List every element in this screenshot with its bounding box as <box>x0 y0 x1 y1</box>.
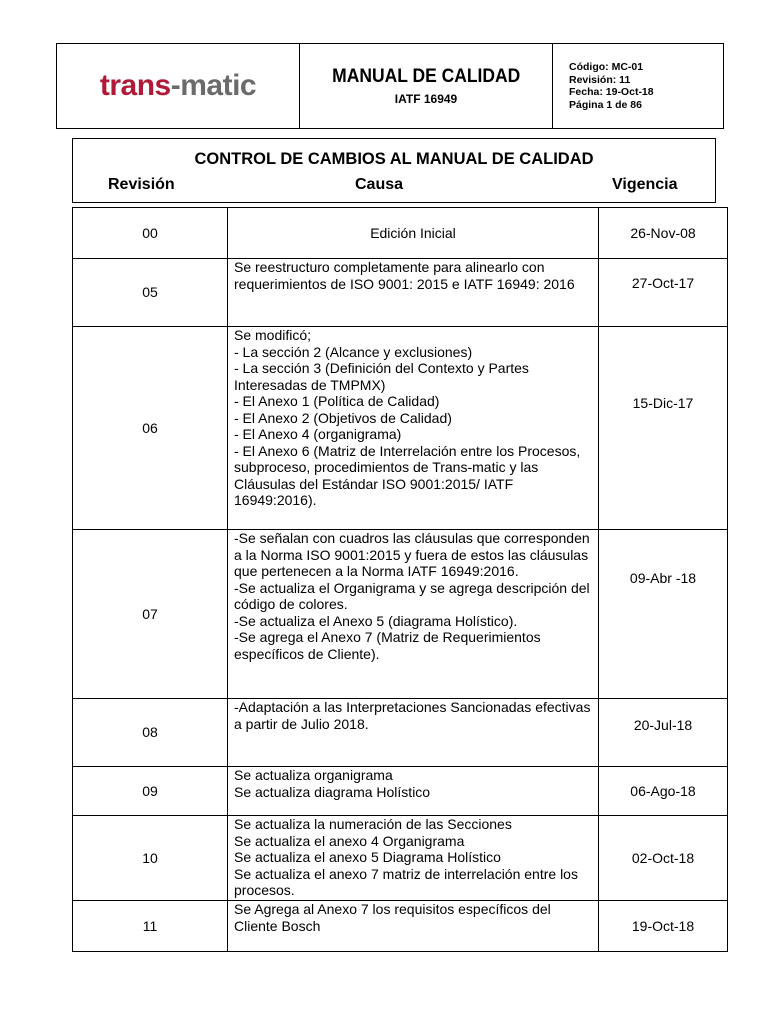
revision-table <box>72 207 728 952</box>
column-header-causa: Causa <box>355 176 404 193</box>
meta-cell <box>553 44 723 128</box>
cause-line: Se reestructuro completamente para alinearlo con requerimientos de ISO 9001: 2015 e IATF 16949: 2016 <box>234 259 575 292</box>
cause-line: - La sección 2 (Alcance y exclusiones) <box>234 343 473 360</box>
revision-row <box>73 327 728 530</box>
revision-number: 10 <box>73 816 228 901</box>
revision-date: 15-Dic-17 <box>599 327 728 530</box>
document-header <box>56 43 724 129</box>
title-cell <box>300 44 553 128</box>
cause-line: -Se agrega el Anexo 7 (Matriz de Requerimientos específicos de Cliente). <box>234 629 541 662</box>
cause-line: Se actualiza el anexo 4 Organigrama <box>234 832 465 849</box>
fecha-text: Fecha: 19-Oct-18 <box>569 86 654 98</box>
revision-cause <box>228 699 599 767</box>
revision-number: 00 <box>73 208 228 259</box>
logo-text-dash: - <box>170 69 181 102</box>
document-subtitle: IATF 16949 <box>394 92 458 106</box>
revision-number: 06 <box>73 327 228 530</box>
codigo-text: Código: MC-01 <box>569 61 644 73</box>
cause-line: Se actualiza el anexo 7 matriz de interrelación entre los procesos. <box>234 865 578 898</box>
cause-line: - El Anexo 6 (Matriz de Interrelación entre los Procesos, subproceso, procedimientos de Trans-matic y las Cláusulas del Estándar ISO 9001:2015/ IATF 16949:2016). <box>234 442 581 508</box>
pagina-text: Página 1 de 86 <box>569 98 642 111</box>
cause-line: - El Anexo 4 (organigrama) <box>234 426 402 442</box>
revision-row <box>73 901 728 952</box>
revision-date: 02-Oct-18 <box>599 816 728 901</box>
revision-cause <box>228 901 599 952</box>
revision-text: Revisión: 11 <box>569 73 631 86</box>
revision-cause <box>228 767 599 816</box>
cause-line: Se modificó; <box>234 327 312 343</box>
logo-text-matic: matic <box>180 69 257 102</box>
revision-date: 27-Oct-17 <box>599 259 728 327</box>
cause-line: Edición Inicial <box>370 224 456 241</box>
revision-cause <box>228 259 599 327</box>
revision-row <box>73 816 728 901</box>
revision-number: 09 <box>73 767 228 816</box>
revision-number: 11 <box>73 901 228 952</box>
revision-date: 19-Oct-18 <box>599 901 728 952</box>
revision-row <box>73 699 728 767</box>
revision-date: 20-Jul-18 <box>599 699 728 767</box>
revision-cause <box>228 530 599 699</box>
document-title: MANUAL DE CALIDAD <box>331 66 521 87</box>
company-logo <box>100 69 256 103</box>
cause-line: Se actualiza la numeración de las Secciones <box>234 816 512 832</box>
cause-line: - El Anexo 1 (Política de Calidad) <box>234 393 440 409</box>
cause-line: Se Agrega al Anexo 7 los requisitos específicos del Cliente Bosch <box>234 901 551 934</box>
cause-line: - El Anexo 2 (Objetivos de Calidad) <box>234 409 452 426</box>
revision-row <box>73 259 728 327</box>
revision-row <box>73 208 728 259</box>
cause-line: -Se actualiza el Anexo 5 (diagrama Holístico). <box>234 612 518 629</box>
column-header-vigencia: Vigencia <box>612 176 678 193</box>
revision-row <box>73 767 728 816</box>
revision-row <box>73 530 728 699</box>
cause-line: -Adaptación a las Interpretaciones Sancionadas efectivas a partir de Julio 2018. <box>234 699 591 732</box>
revision-number: 07 <box>73 530 228 699</box>
revision-number: 08 <box>73 699 228 767</box>
revision-date: 09-Abr -18 <box>599 530 728 699</box>
change-control-heading <box>72 138 716 203</box>
revision-cause <box>228 816 599 901</box>
cause-line: - La sección 3 (Definición del Contexto y Partes Interesadas de TMPMX) <box>234 360 529 393</box>
revision-date: 06-Ago-18 <box>599 767 728 816</box>
revision-number: 05 <box>73 259 228 327</box>
cause-line: Se actualiza organigrama <box>234 767 393 783</box>
revision-cause <box>228 208 599 259</box>
change-control-title: CONTROL DE CAMBIOS AL MANUAL DE CALIDAD <box>194 150 594 168</box>
logo-text-trans: trans <box>99 69 171 102</box>
cause-line: -Se actualiza el Organigrama y se agrega descripción del código de colores. <box>234 579 590 612</box>
cause-line: Se actualiza el anexo 5 Diagrama Holístico <box>234 849 501 865</box>
logo-cell <box>57 44 300 128</box>
revision-date: 26-Nov-08 <box>599 208 728 259</box>
cause-line: -Se señalan con cuadros las cláusulas que corresponden a la Norma ISO 9001:2015 y fuera de estos las cláusulas que pertenecen a la Norma IATF 16949:2016. <box>234 530 590 579</box>
revision-table-body <box>73 208 728 952</box>
cause-line: Se actualiza diagrama Holístico <box>234 783 431 800</box>
revision-cause <box>228 327 599 530</box>
column-header-revision: Revisión <box>108 176 175 193</box>
